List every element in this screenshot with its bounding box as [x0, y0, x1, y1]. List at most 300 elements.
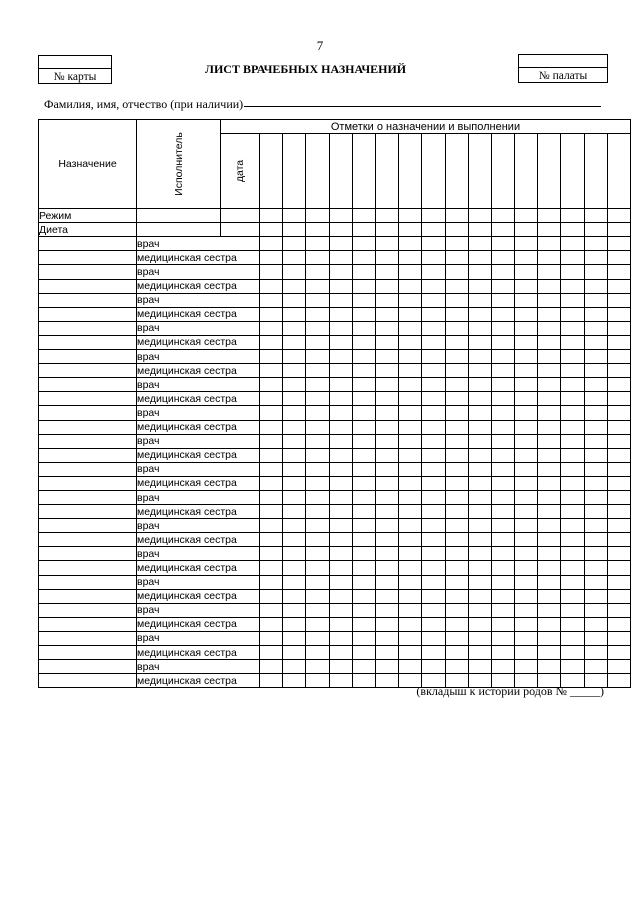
mark-cell[interactable] — [561, 237, 584, 251]
mark-cell[interactable] — [538, 364, 561, 378]
mark-cell[interactable] — [515, 237, 538, 251]
mark-cell[interactable] — [422, 420, 445, 434]
mark-cell[interactable] — [399, 321, 422, 335]
mark-cell[interactable] — [468, 646, 491, 660]
mark-cell[interactable] — [422, 519, 445, 533]
mark-cell[interactable] — [422, 223, 445, 237]
mark-cell[interactable] — [329, 547, 352, 561]
mark-cell[interactable] — [352, 547, 375, 561]
mark-cell[interactable] — [352, 293, 375, 307]
mark-cell[interactable] — [352, 392, 375, 406]
mark-cell[interactable] — [515, 547, 538, 561]
prescription-cell[interactable] — [39, 406, 137, 420]
mark-cell[interactable] — [399, 505, 422, 519]
mark-cell[interactable] — [260, 631, 283, 645]
mark-cell[interactable] — [375, 406, 398, 420]
mark-cell[interactable] — [468, 209, 491, 223]
mark-cell[interactable] — [468, 251, 491, 265]
date-cell[interactable] — [221, 223, 260, 237]
date-cell[interactable] — [221, 209, 260, 223]
mark-cell[interactable] — [375, 519, 398, 533]
mark-cell[interactable] — [399, 519, 422, 533]
mark-cell[interactable] — [352, 265, 375, 279]
mark-cell[interactable] — [561, 646, 584, 660]
mark-cell[interactable] — [399, 420, 422, 434]
mark-cell[interactable] — [607, 505, 630, 519]
mark-cell[interactable] — [399, 631, 422, 645]
mark-cell[interactable] — [375, 547, 398, 561]
mark-cell[interactable] — [584, 519, 607, 533]
mark-cell[interactable] — [445, 490, 468, 504]
mark-cell[interactable] — [491, 378, 514, 392]
mark-cell[interactable] — [422, 561, 445, 575]
mark-cell[interactable] — [329, 406, 352, 420]
prescription-cell[interactable]: Диета — [39, 223, 137, 237]
mark-cell[interactable] — [399, 476, 422, 490]
mark-cell[interactable] — [306, 434, 329, 448]
mark-cell[interactable] — [283, 561, 306, 575]
mark-cell[interactable] — [260, 279, 283, 293]
prescription-cell[interactable] — [39, 279, 137, 293]
prescription-cell[interactable] — [39, 350, 137, 364]
mark-cell[interactable] — [561, 589, 584, 603]
mark-header-cell[interactable] — [538, 134, 561, 209]
mark-cell[interactable] — [491, 476, 514, 490]
mark-cell[interactable] — [352, 476, 375, 490]
mark-cell[interactable] — [584, 646, 607, 660]
mark-cell[interactable] — [538, 209, 561, 223]
prescription-cell[interactable] — [39, 589, 137, 603]
mark-cell[interactable] — [352, 519, 375, 533]
prescription-cell[interactable] — [39, 293, 137, 307]
prescription-cell[interactable] — [39, 420, 137, 434]
mark-cell[interactable] — [491, 293, 514, 307]
mark-cell[interactable] — [491, 533, 514, 547]
mark-cell[interactable] — [375, 575, 398, 589]
mark-cell[interactable] — [561, 335, 584, 349]
mark-cell[interactable] — [375, 420, 398, 434]
mark-cell[interactable] — [375, 223, 398, 237]
mark-cell[interactable] — [399, 462, 422, 476]
mark-cell[interactable] — [445, 575, 468, 589]
mark-cell[interactable] — [538, 321, 561, 335]
mark-cell[interactable] — [584, 321, 607, 335]
mark-cell[interactable] — [515, 265, 538, 279]
mark-cell[interactable] — [375, 631, 398, 645]
mark-header-cell[interactable] — [375, 134, 398, 209]
mark-cell[interactable] — [306, 307, 329, 321]
mark-cell[interactable] — [607, 561, 630, 575]
mark-cell[interactable] — [515, 490, 538, 504]
mark-cell[interactable] — [260, 350, 283, 364]
card-number-box[interactable] — [38, 55, 112, 84]
mark-cell[interactable] — [491, 392, 514, 406]
mark-cell[interactable] — [491, 321, 514, 335]
mark-cell[interactable] — [329, 646, 352, 660]
mark-cell[interactable] — [538, 533, 561, 547]
mark-cell[interactable] — [422, 209, 445, 223]
mark-cell[interactable] — [306, 575, 329, 589]
mark-cell[interactable] — [538, 420, 561, 434]
mark-cell[interactable] — [468, 575, 491, 589]
mark-cell[interactable] — [607, 476, 630, 490]
mark-cell[interactable] — [445, 209, 468, 223]
mark-cell[interactable] — [399, 646, 422, 660]
mark-cell[interactable] — [515, 434, 538, 448]
mark-cell[interactable] — [352, 378, 375, 392]
mark-cell[interactable] — [607, 279, 630, 293]
mark-cell[interactable] — [445, 533, 468, 547]
mark-cell[interactable] — [538, 406, 561, 420]
mark-cell[interactable] — [584, 547, 607, 561]
mark-cell[interactable] — [515, 533, 538, 547]
mark-cell[interactable] — [561, 293, 584, 307]
prescription-cell[interactable] — [39, 462, 137, 476]
mark-cell[interactable] — [352, 589, 375, 603]
mark-cell[interactable] — [352, 209, 375, 223]
mark-cell[interactable] — [399, 490, 422, 504]
mark-cell[interactable] — [283, 434, 306, 448]
mark-cell[interactable] — [306, 646, 329, 660]
mark-cell[interactable] — [329, 279, 352, 293]
mark-cell[interactable] — [468, 476, 491, 490]
mark-cell[interactable] — [352, 674, 375, 688]
mark-cell[interactable] — [306, 293, 329, 307]
mark-header-cell[interactable] — [468, 134, 491, 209]
prescription-cell[interactable] — [39, 533, 137, 547]
mark-cell[interactable] — [329, 251, 352, 265]
prescription-cell[interactable] — [39, 575, 137, 589]
mark-cell[interactable] — [584, 505, 607, 519]
mark-cell[interactable] — [445, 646, 468, 660]
mark-cell[interactable] — [538, 392, 561, 406]
mark-cell[interactable] — [306, 589, 329, 603]
prescription-cell[interactable] — [39, 476, 137, 490]
mark-cell[interactable] — [468, 589, 491, 603]
mark-cell[interactable] — [468, 603, 491, 617]
mark-cell[interactable] — [561, 533, 584, 547]
mark-cell[interactable] — [445, 505, 468, 519]
mark-cell[interactable] — [352, 434, 375, 448]
mark-cell[interactable] — [561, 561, 584, 575]
mark-cell[interactable] — [491, 209, 514, 223]
mark-cell[interactable] — [375, 265, 398, 279]
mark-cell[interactable] — [352, 335, 375, 349]
mark-cell[interactable] — [329, 237, 352, 251]
mark-cell[interactable] — [375, 603, 398, 617]
mark-cell[interactable] — [445, 350, 468, 364]
mark-cell[interactable] — [584, 448, 607, 462]
mark-cell[interactable] — [329, 589, 352, 603]
mark-cell[interactable] — [306, 237, 329, 251]
mark-cell[interactable] — [584, 265, 607, 279]
executor-cell[interactable] — [137, 223, 221, 237]
mark-cell[interactable] — [260, 406, 283, 420]
mark-cell[interactable] — [445, 631, 468, 645]
mark-cell[interactable] — [329, 660, 352, 674]
mark-cell[interactable] — [445, 406, 468, 420]
mark-cell[interactable] — [422, 335, 445, 349]
mark-cell[interactable] — [329, 631, 352, 645]
mark-cell[interactable] — [468, 533, 491, 547]
mark-cell[interactable] — [375, 660, 398, 674]
mark-cell[interactable] — [352, 575, 375, 589]
mark-cell[interactable] — [561, 420, 584, 434]
mark-cell[interactable] — [306, 505, 329, 519]
mark-cell[interactable] — [329, 321, 352, 335]
mark-cell[interactable] — [584, 603, 607, 617]
mark-cell[interactable] — [445, 279, 468, 293]
mark-cell[interactable] — [515, 378, 538, 392]
mark-cell[interactable] — [491, 617, 514, 631]
mark-cell[interactable] — [515, 660, 538, 674]
mark-cell[interactable] — [375, 350, 398, 364]
mark-cell[interactable] — [260, 265, 283, 279]
mark-cell[interactable] — [399, 589, 422, 603]
mark-cell[interactable] — [607, 420, 630, 434]
mark-cell[interactable] — [306, 321, 329, 335]
mark-cell[interactable] — [352, 617, 375, 631]
mark-cell[interactable] — [352, 660, 375, 674]
mark-cell[interactable] — [306, 490, 329, 504]
mark-cell[interactable] — [306, 392, 329, 406]
mark-cell[interactable] — [260, 209, 283, 223]
mark-cell[interactable] — [607, 237, 630, 251]
mark-cell[interactable] — [584, 462, 607, 476]
mark-cell[interactable] — [260, 561, 283, 575]
mark-cell[interactable] — [399, 265, 422, 279]
mark-cell[interactable] — [375, 434, 398, 448]
mark-cell[interactable] — [445, 448, 468, 462]
mark-cell[interactable] — [306, 631, 329, 645]
mark-cell[interactable] — [468, 462, 491, 476]
patient-name-field[interactable] — [244, 106, 601, 107]
mark-cell[interactable] — [399, 378, 422, 392]
mark-cell[interactable] — [352, 223, 375, 237]
mark-cell[interactable] — [561, 631, 584, 645]
prescription-cell[interactable] — [39, 392, 137, 406]
mark-cell[interactable] — [468, 660, 491, 674]
mark-cell[interactable] — [607, 223, 630, 237]
mark-cell[interactable] — [375, 490, 398, 504]
mark-cell[interactable] — [491, 603, 514, 617]
mark-cell[interactable] — [515, 392, 538, 406]
mark-cell[interactable] — [260, 660, 283, 674]
mark-cell[interactable] — [283, 279, 306, 293]
mark-cell[interactable] — [515, 350, 538, 364]
mark-cell[interactable] — [283, 631, 306, 645]
mark-cell[interactable] — [538, 448, 561, 462]
mark-cell[interactable] — [515, 575, 538, 589]
mark-cell[interactable] — [445, 561, 468, 575]
mark-cell[interactable] — [352, 631, 375, 645]
mark-cell[interactable] — [468, 519, 491, 533]
mark-cell[interactable] — [375, 448, 398, 462]
mark-cell[interactable] — [584, 476, 607, 490]
mark-cell[interactable] — [515, 505, 538, 519]
mark-cell[interactable] — [445, 434, 468, 448]
mark-cell[interactable] — [445, 223, 468, 237]
mark-cell[interactable] — [515, 293, 538, 307]
mark-cell[interactable] — [584, 350, 607, 364]
mark-cell[interactable] — [538, 617, 561, 631]
mark-cell[interactable] — [422, 631, 445, 645]
mark-cell[interactable] — [515, 617, 538, 631]
mark-header-cell[interactable] — [584, 134, 607, 209]
mark-cell[interactable] — [306, 476, 329, 490]
mark-cell[interactable] — [538, 237, 561, 251]
mark-cell[interactable] — [260, 646, 283, 660]
mark-cell[interactable] — [538, 490, 561, 504]
mark-cell[interactable] — [260, 674, 283, 688]
mark-cell[interactable] — [607, 462, 630, 476]
mark-cell[interactable] — [607, 392, 630, 406]
mark-cell[interactable] — [445, 462, 468, 476]
mark-cell[interactable] — [329, 307, 352, 321]
mark-cell[interactable] — [306, 378, 329, 392]
mark-cell[interactable] — [283, 462, 306, 476]
mark-cell[interactable] — [515, 251, 538, 265]
mark-cell[interactable] — [584, 617, 607, 631]
mark-cell[interactable] — [306, 350, 329, 364]
mark-cell[interactable] — [538, 251, 561, 265]
mark-cell[interactable] — [607, 406, 630, 420]
mark-cell[interactable] — [283, 223, 306, 237]
mark-cell[interactable] — [422, 660, 445, 674]
mark-cell[interactable] — [468, 406, 491, 420]
mark-cell[interactable] — [283, 406, 306, 420]
mark-cell[interactable] — [352, 251, 375, 265]
mark-cell[interactable] — [515, 209, 538, 223]
mark-cell[interactable] — [607, 519, 630, 533]
mark-cell[interactable] — [607, 660, 630, 674]
mark-cell[interactable] — [538, 519, 561, 533]
ward-number-box[interactable] — [518, 54, 608, 83]
mark-cell[interactable] — [445, 392, 468, 406]
mark-cell[interactable] — [491, 279, 514, 293]
mark-cell[interactable] — [491, 631, 514, 645]
mark-cell[interactable] — [422, 575, 445, 589]
mark-cell[interactable] — [352, 307, 375, 321]
mark-cell[interactable] — [584, 420, 607, 434]
mark-cell[interactable] — [561, 434, 584, 448]
mark-cell[interactable] — [561, 462, 584, 476]
mark-cell[interactable] — [422, 505, 445, 519]
mark-cell[interactable] — [584, 406, 607, 420]
mark-cell[interactable] — [375, 674, 398, 688]
mark-cell[interactable] — [352, 279, 375, 293]
mark-cell[interactable] — [329, 603, 352, 617]
mark-cell[interactable] — [260, 307, 283, 321]
mark-cell[interactable] — [375, 293, 398, 307]
mark-cell[interactable] — [468, 448, 491, 462]
mark-cell[interactable] — [329, 335, 352, 349]
mark-cell[interactable] — [283, 646, 306, 660]
mark-cell[interactable] — [306, 617, 329, 631]
mark-header-cell[interactable] — [491, 134, 514, 209]
mark-cell[interactable] — [468, 364, 491, 378]
mark-cell[interactable] — [260, 617, 283, 631]
mark-cell[interactable] — [515, 603, 538, 617]
mark-cell[interactable] — [260, 293, 283, 307]
prescription-cell[interactable]: Режим — [39, 209, 137, 223]
mark-cell[interactable] — [515, 321, 538, 335]
mark-cell[interactable] — [399, 307, 422, 321]
mark-cell[interactable] — [422, 490, 445, 504]
mark-cell[interactable] — [561, 307, 584, 321]
mark-cell[interactable] — [375, 307, 398, 321]
mark-cell[interactable] — [468, 237, 491, 251]
mark-cell[interactable] — [375, 617, 398, 631]
mark-cell[interactable] — [468, 378, 491, 392]
mark-cell[interactable] — [352, 448, 375, 462]
mark-cell[interactable] — [468, 392, 491, 406]
mark-header-cell[interactable] — [515, 134, 538, 209]
prescription-cell[interactable] — [39, 378, 137, 392]
mark-header-cell[interactable] — [352, 134, 375, 209]
mark-cell[interactable] — [283, 209, 306, 223]
mark-cell[interactable] — [329, 561, 352, 575]
mark-cell[interactable] — [399, 575, 422, 589]
mark-cell[interactable] — [352, 237, 375, 251]
mark-cell[interactable] — [283, 350, 306, 364]
mark-cell[interactable] — [399, 223, 422, 237]
mark-cell[interactable] — [468, 505, 491, 519]
mark-cell[interactable] — [329, 674, 352, 688]
mark-cell[interactable] — [306, 547, 329, 561]
mark-cell[interactable] — [468, 631, 491, 645]
mark-cell[interactable] — [422, 434, 445, 448]
mark-cell[interactable] — [375, 251, 398, 265]
mark-cell[interactable] — [352, 364, 375, 378]
mark-cell[interactable] — [538, 462, 561, 476]
mark-cell[interactable] — [515, 448, 538, 462]
mark-cell[interactable] — [283, 448, 306, 462]
mark-cell[interactable] — [584, 279, 607, 293]
mark-cell[interactable] — [607, 251, 630, 265]
mark-cell[interactable] — [352, 350, 375, 364]
mark-cell[interactable] — [260, 575, 283, 589]
prescription-cell[interactable] — [39, 674, 137, 688]
mark-cell[interactable] — [538, 434, 561, 448]
mark-cell[interactable] — [584, 251, 607, 265]
mark-cell[interactable] — [329, 420, 352, 434]
mark-cell[interactable] — [283, 617, 306, 631]
mark-header-cell[interactable] — [329, 134, 352, 209]
prescription-cell[interactable] — [39, 307, 137, 321]
mark-cell[interactable] — [422, 603, 445, 617]
mark-cell[interactable] — [561, 350, 584, 364]
mark-cell[interactable] — [561, 378, 584, 392]
mark-cell[interactable] — [515, 561, 538, 575]
mark-cell[interactable] — [283, 321, 306, 335]
mark-header-cell[interactable] — [561, 134, 584, 209]
mark-header-cell[interactable] — [306, 134, 329, 209]
mark-cell[interactable] — [260, 434, 283, 448]
mark-cell[interactable] — [306, 519, 329, 533]
mark-cell[interactable] — [329, 364, 352, 378]
mark-cell[interactable] — [607, 321, 630, 335]
mark-cell[interactable] — [422, 547, 445, 561]
mark-cell[interactable] — [584, 660, 607, 674]
prescription-cell[interactable] — [39, 646, 137, 660]
mark-cell[interactable] — [561, 223, 584, 237]
mark-cell[interactable] — [422, 350, 445, 364]
mark-header-cell[interactable] — [260, 134, 283, 209]
mark-cell[interactable] — [468, 293, 491, 307]
mark-cell[interactable] — [283, 307, 306, 321]
prescription-cell[interactable] — [39, 561, 137, 575]
